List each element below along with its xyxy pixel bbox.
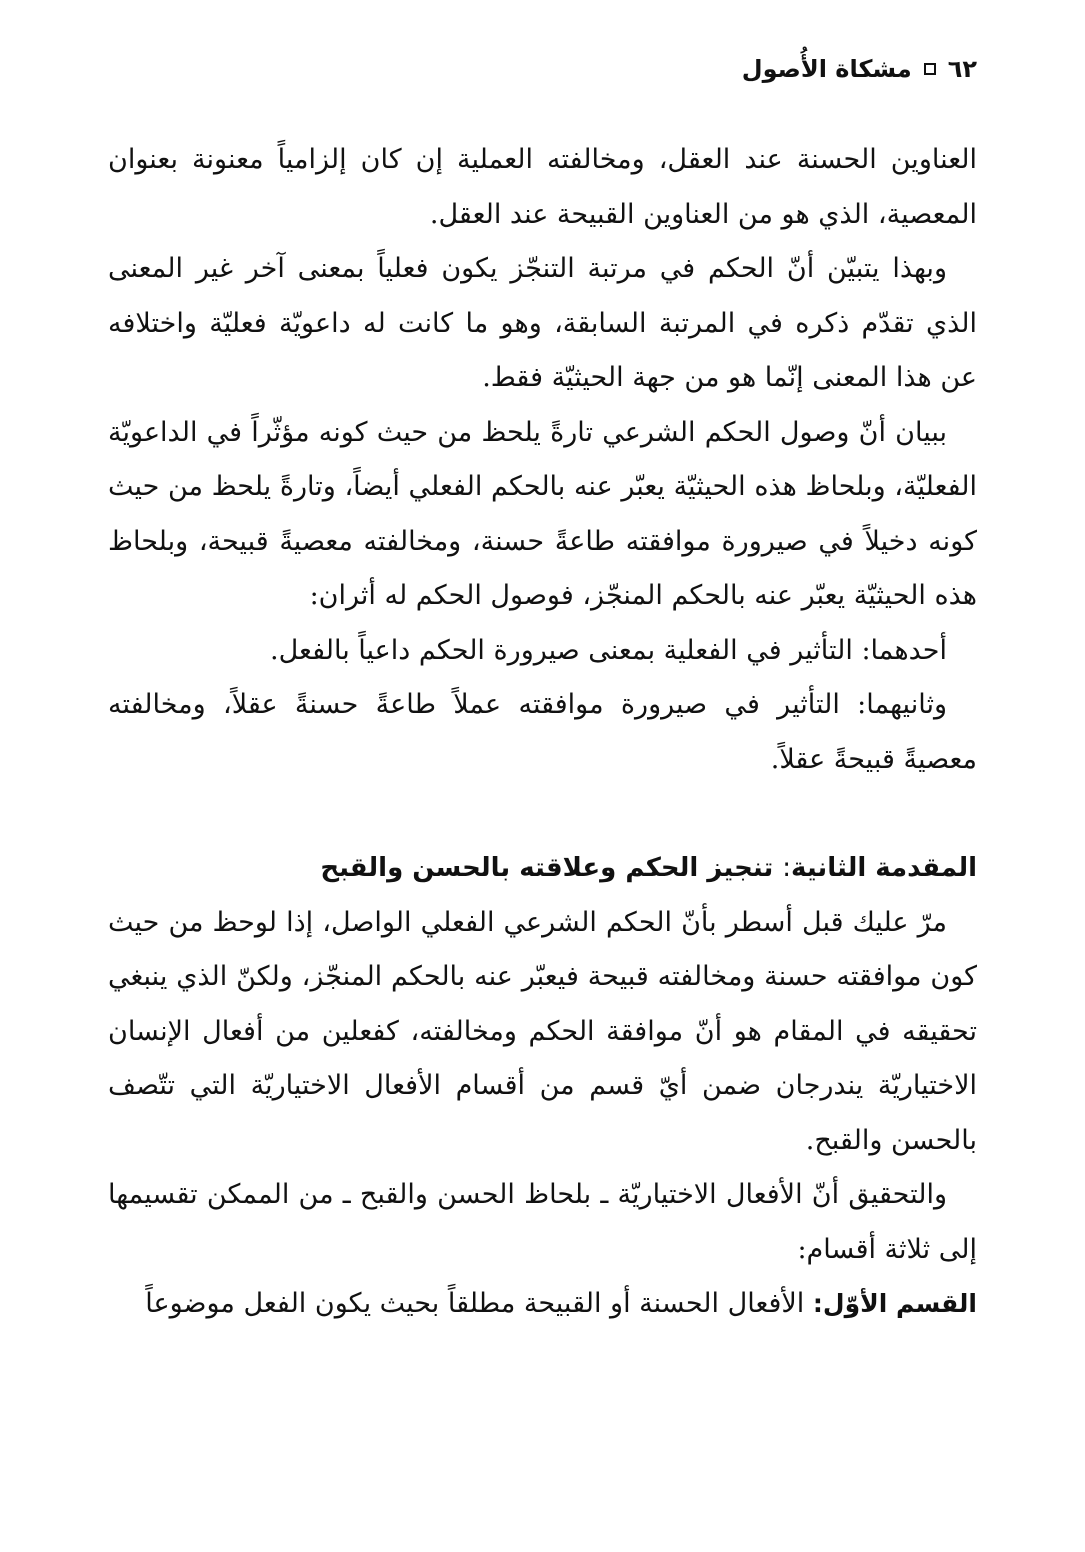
section-heading <box>108 841 977 896</box>
section-heading-separator: : <box>782 853 792 883</box>
section-heading-prefix: المقدمة الثانية <box>791 853 977 883</box>
header-square-icon <box>924 63 936 75</box>
paragraph: أحدهما: التأثير في الفعلية بمعنى صيرورة الحكم داعياً بالفعل. <box>270 634 947 666</box>
book-title: مشكاة الأُصول <box>741 55 912 83</box>
section-heading-title: تنجيز الحكم وعلاقته بالحسن والقبح <box>320 853 774 883</box>
paragraph-continuation: العناوين الحسنة عند العقل، ومخالفته العملية إن كان إلزامياً معنونة بعنوان المعصية، الذي هو من العناوين القبيحة عند العقل. <box>108 144 977 230</box>
paragraph: ببيان أنّ وصول الحكم الشرعي تارةً يلحظ من حيث كونه مؤثّراً في الداعويّة الفعليّة، وبلحاظ هذه الحيثيّة يعبّر عنه بالحكم الفعلي أيضاً، وتارةً يلحظ من حيث كونه دخيلاً في صيرورة موافقته طاعةً حسنة، ومخالفته معصيةً قبيحة، وبلحاظ هذه الحيثيّة يعبّر عنه بالحكم المنجّز، فوصول الحكم له أثران: <box>108 416 977 611</box>
paragraph-last <box>108 1277 977 1332</box>
paragraph: وبهذا يتبيّن أنّ الحكم في مرتبة التنجّز يكون فعلياً بمعنى آخر غير المعنى الذي تقدّم ذكره في المرتبة السابقة، وهو ما كانت له داعويّة فعليّة واختلافه عن هذا المعنى إنّما هو من جهة الحيثيّة فقط. <box>108 253 977 393</box>
page-number: ٦٢ <box>947 55 977 83</box>
paragraph: وثانيهما: التأثير في صيرورة موافقته عملاً طاعةً حسنةً عقلاً، ومخالفته معصيةً قبيحةً عقلاً. <box>108 689 977 775</box>
paragraph-text: الأفعال الحسنة أو القبيحة مطلقاً بحيث يكون الفعل موضوعاً <box>145 1288 813 1319</box>
paragraph: والتحقيق أنّ الأفعال الاختياريّة ـ بلحاظ الحسن والقبح ـ من الممكن تقسيمها إلى ثلاثة أقسام: <box>108 1179 977 1265</box>
running-header <box>742 54 977 84</box>
body-text <box>108 133 977 1332</box>
bold-lead-label: القسم الأوّل: <box>812 1289 977 1318</box>
paragraph: مرّ عليك قبل أسطر بأنّ الحكم الشرعي الفعلي الواصل، إذا لوحظ من حيث كون موافقته حسنة ومخالفته قبيحة فيعبّر عنه بالحكم المنجّز، ولكنّ الذي ينبغي تحقيقه في المقام هو أنّ موافقة الحكم ومخالفته، كفعلين من أفعال الإنسان الاختياريّة يندرجان ضمن أيّ قسم من أقسام الأفعال الاختياريّة التي تتّصف بالحسن والقبح. <box>108 906 977 1156</box>
book-page <box>108 0 977 1552</box>
